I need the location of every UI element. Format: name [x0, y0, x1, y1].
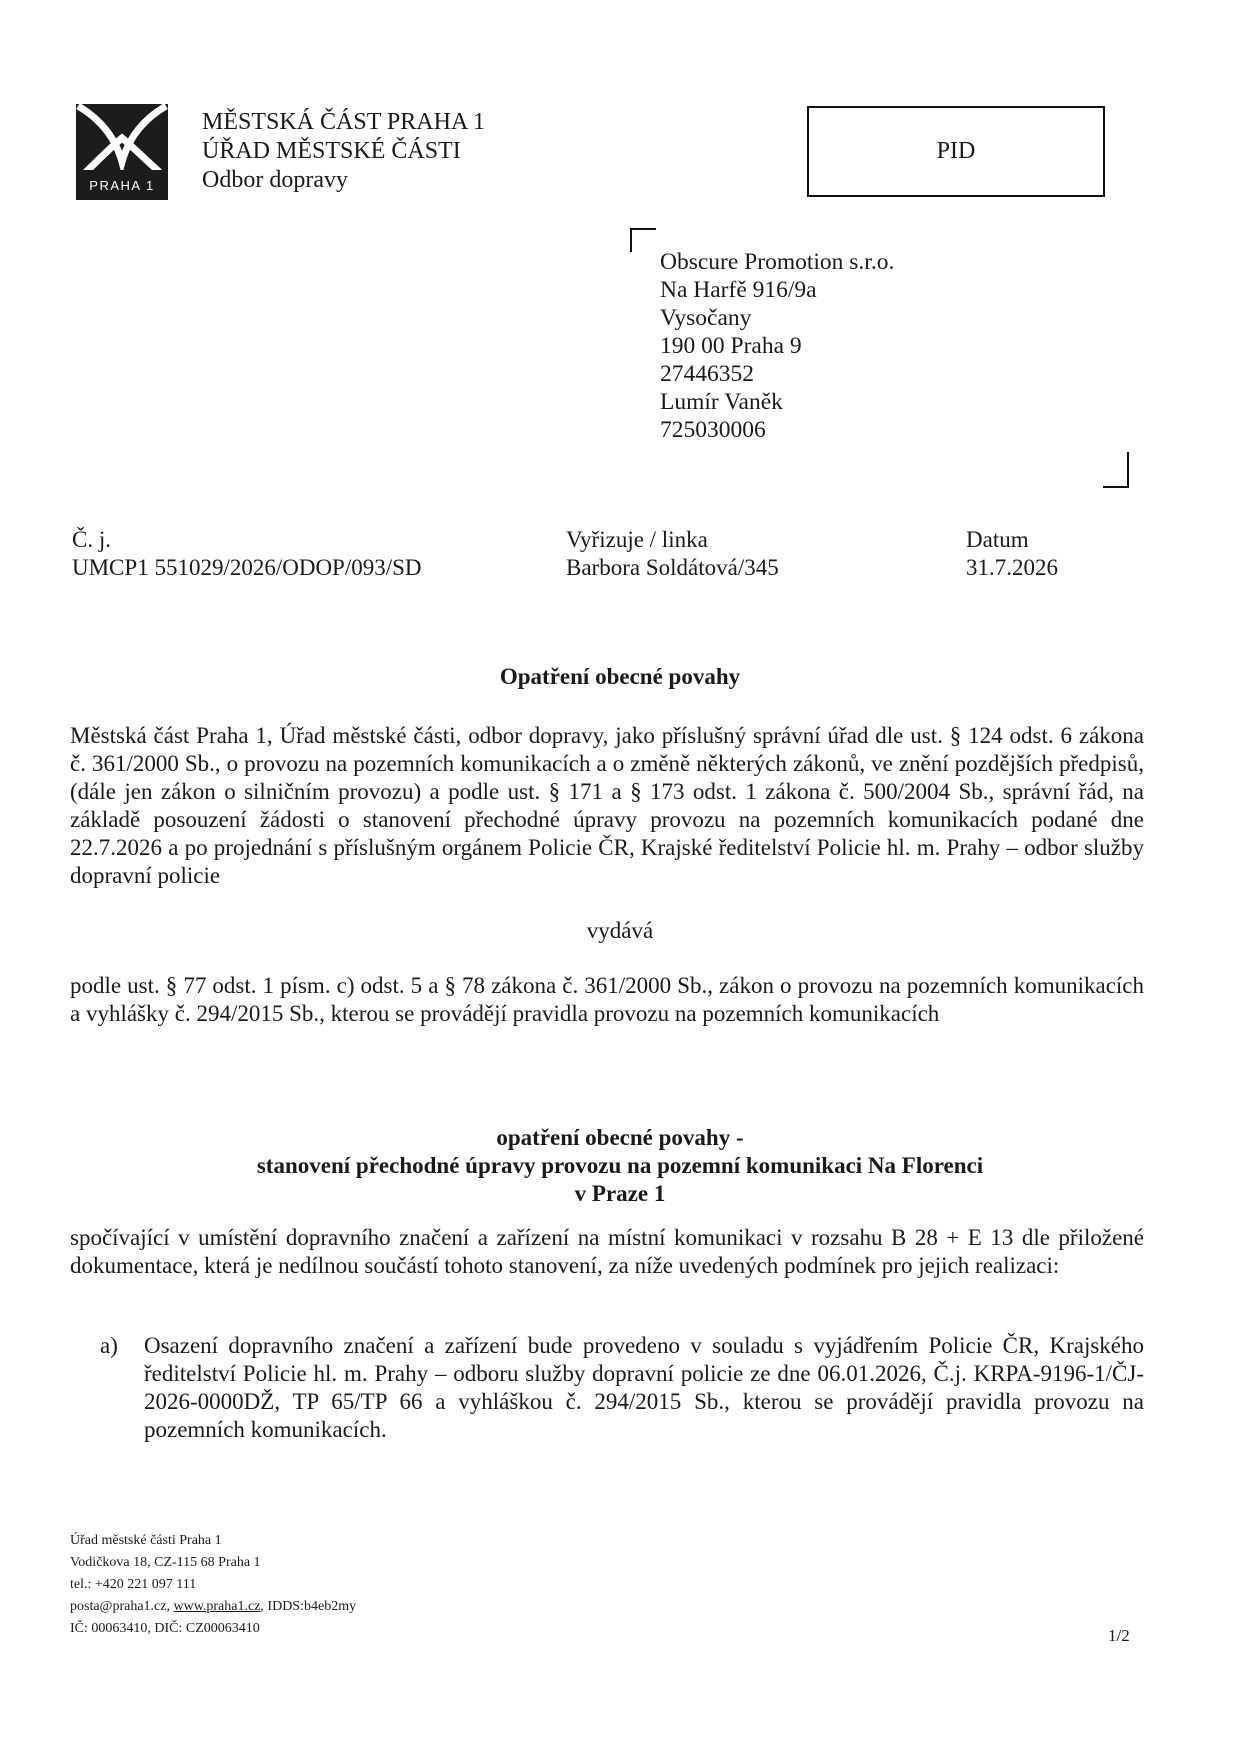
condition-text: Osazení dopravního značení a zařízení bude provedeno v souladu s vyjádřením Policie ČR, Krajského ředitelství Policie hl. m. Prahy – odboru služby dopravní policie ze dne 06.01.2026, Č.j. KRPA-9196-1/ČJ-2026-0000DŽ, TP 65/TP 66 a vyhláškou č. 294/2015 Sb., kterou se provádějí pravidla provozu na pozemních komunikacích.	[144, 1333, 1144, 1442]
recipient-phone: 725030006	[660, 417, 766, 443]
footer-phone: tel.: +420 221 097 111	[70, 1577, 197, 1592]
footer-office: Úřad městské části Praha 1	[70, 1533, 222, 1548]
address-corner-mark-bottom-right	[1103, 452, 1129, 488]
document-title: Opatření obecné povahy	[499, 664, 741, 689]
footer-ids: IČ: 00063410, DIČ: CZ00063410	[70, 1621, 260, 1636]
org-department: Odbor dopravy	[202, 167, 348, 193]
recipient-city: 190 00 Praha 9	[660, 333, 802, 359]
reference-number-block	[72, 526, 422, 582]
footer-contact	[70, 1530, 356, 1640]
recipient-id: 27446352	[660, 361, 754, 387]
footer-idds: , IDDS:b4eb2my	[260, 1599, 357, 1614]
reference-value: UMCP1 551029/2026/ODOP/093/SD	[72, 555, 422, 580]
recipient-person: Lumír Vaněk	[660, 389, 783, 415]
decision-line2: stanovení přechodné úpravy provozu na pozemní komunikaci Na Florenci	[256, 1153, 984, 1178]
footer-website-link[interactable]: www.praha1.cz	[173, 1599, 261, 1614]
decision-line3: v Praze 1	[574, 1181, 666, 1206]
pid-box	[807, 106, 1105, 197]
handler-label: Vyřizuje / linka	[566, 527, 708, 552]
recipient-street: Na Harfě 916/9a	[660, 277, 817, 303]
pid-label: PID	[936, 138, 976, 164]
footer-online	[70, 1596, 356, 1618]
org-name-line2: ÚŘAD MĚSTSKÉ ČÁSTI	[202, 138, 461, 164]
reference-label: Č. j.	[72, 527, 111, 552]
footer-separator: ,	[166, 1599, 174, 1614]
decision-heading	[0, 1124, 1240, 1208]
praha1-logo-mark	[76, 104, 168, 200]
recipient-company: Obscure Promotion s.r.o.	[660, 249, 895, 275]
condition-marker: a)	[100, 1333, 118, 1358]
footer-email[interactable]: posta@praha1.cz	[70, 1599, 167, 1614]
issues-line: vydává	[586, 918, 654, 943]
praha1-logo	[76, 104, 168, 200]
intro-paragraph: Městská část Praha 1, Úřad městské části, odbor dopravy, jako příslušný správní úřad dle ust. § 124 odst. 6 zákona č. 361/2000 Sb., o provozu na pozemních komunikacích a o změně některých zákonů, ve znění pozdějších předpisů, (dále jen zákon o silničním provozu) a podle ust. § 171 a § 173 odst. 1 zákona č. 500/2004 Sb., správní řád, na základě posouzení žádosti o stanovení přechodné úpravy provozu na pozemních komunikacích podané dne 22.7.2026 a po projednání s příslušným orgánem Policie ČR, Krajské ředitelství Policie hl. m. Prahy – odbor služby dopravní policie	[70, 723, 1144, 888]
date-block	[966, 526, 1058, 582]
logo-text: PRAHA 1	[89, 178, 155, 193]
handler-block	[566, 526, 779, 582]
organization-header	[202, 108, 485, 195]
recipient-district: Vysočany	[660, 305, 752, 331]
handler-value: Barbora Soldátová/345	[566, 555, 779, 580]
scope-paragraph: spočívající v umístění dopravního značení a zařízení na místní komunikaci v rozsahu B 28 + E 13 dle přiložené dokumentace, která je nedílnou součástí tohoto stanovení, za níže uvedených podmínek pro jejich realizaci:	[70, 1225, 1144, 1278]
condition-item	[100, 1332, 1144, 1444]
org-name-line1: MĚSTSKÁ ČÁST PRAHA 1	[202, 109, 485, 135]
recipient-address	[660, 248, 894, 444]
page-number: 1/2	[1108, 1626, 1130, 1645]
date-label: Datum	[966, 527, 1029, 552]
decision-line1: opatření obecné povahy -	[496, 1125, 744, 1150]
date-value: 31.7.2026	[966, 555, 1058, 580]
address-corner-mark-top-left	[630, 228, 656, 252]
legal-basis-paragraph: podle ust. § 77 odst. 1 písm. c) odst. 5 a § 78 zákona č. 361/2000 Sb., zákon o provozu na pozemních komunikacích a vyhlášky č. 294/2015 Sb., kterou se provádějí pravidla provozu na pozemních komunikacích	[70, 973, 1144, 1026]
footer-address: Vodičkova 18, CZ-115 68 Praha 1	[70, 1555, 261, 1570]
